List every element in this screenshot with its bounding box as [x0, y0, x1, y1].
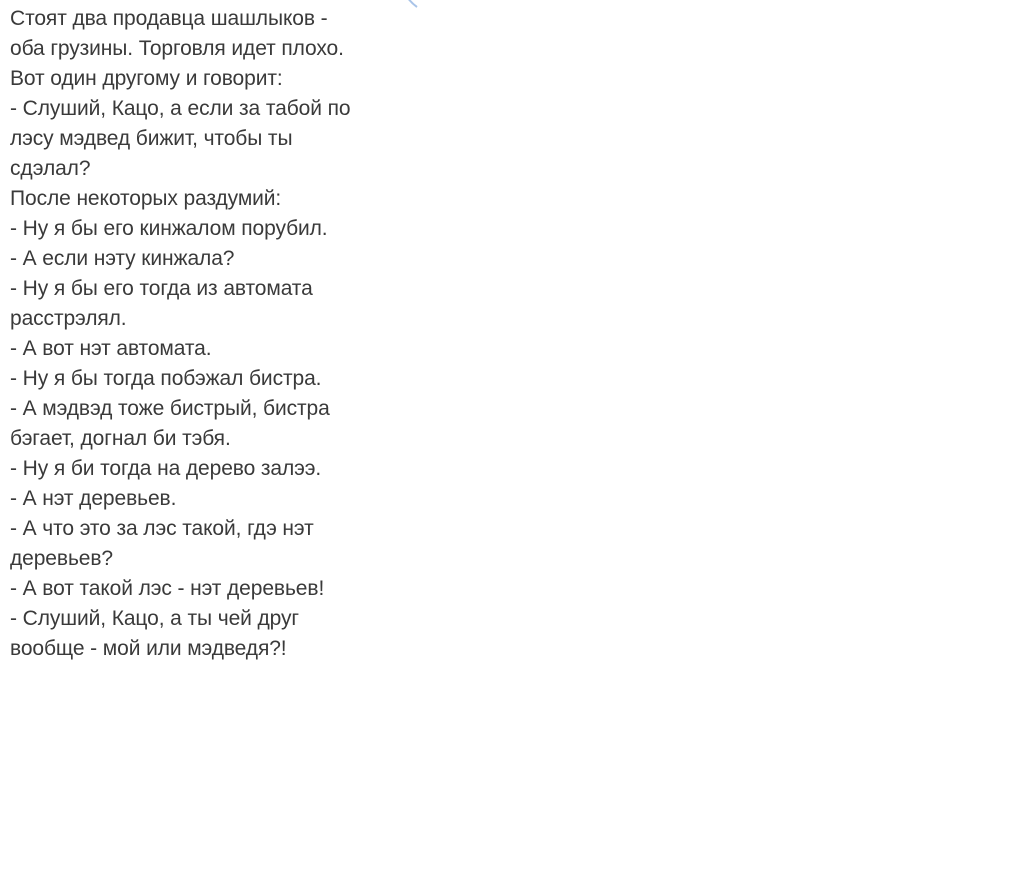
text-line: - Ну я бы его тогда из автомата — [10, 277, 313, 300]
text-line: лэсу мэдвед бижит, чтобы ты — [10, 127, 293, 150]
text-line: - Ну я би тогда на дерево залээ. — [10, 457, 322, 480]
text-line: - Слуший, Кацо, а ты чей друг — [10, 607, 299, 630]
text-line: - Ну я бы его кинжалом порубил. — [10, 217, 328, 240]
text-line: - Слуший, Кацо, а если за табой по — [10, 97, 351, 120]
text-line: Стоят два продавца шашлыков - — [10, 7, 328, 30]
text-line: Вот один другому и говорит: — [10, 67, 283, 90]
joke-text-block — [10, 0, 430, 664]
text-line: - А нэт деревьев. — [10, 487, 177, 510]
text-line: деревьев? — [10, 547, 114, 570]
text-line: вообще - мой или мэдведя?! — [10, 637, 287, 660]
text-line: - А что это за лэс такой, гдэ нэт — [10, 517, 314, 540]
text-line: После некоторых раздумий: — [10, 187, 282, 210]
text-line: - А вот нэт автомата. — [10, 337, 212, 360]
text-line: сдэлал? — [10, 157, 91, 180]
text-line: - А вот такой лэс - нэт деревьев! — [10, 577, 325, 600]
text-line: - А если нэту кинжала? — [10, 247, 235, 270]
text-line: бэгает, догнал би тэбя. — [10, 427, 231, 450]
text-line: - А мэдвэд тоже бистрый, бистра — [10, 397, 330, 420]
text-line: расстрэлял. — [10, 307, 127, 330]
text-line: - Ну я бы тогда побэжал бистра. — [10, 367, 322, 390]
text-line: оба грузины. Торговля идет плохо. — [10, 37, 344, 60]
